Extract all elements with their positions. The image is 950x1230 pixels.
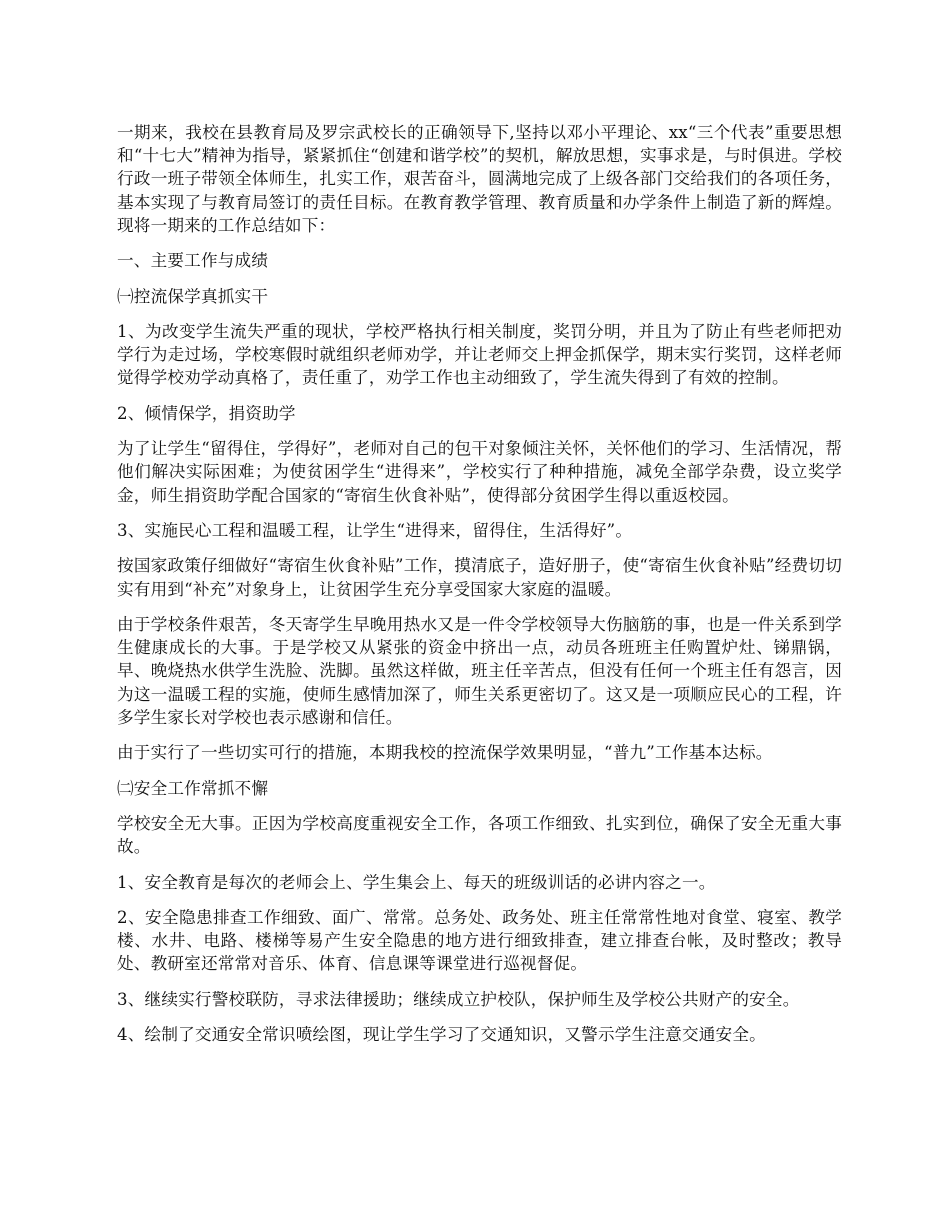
item-heading: 2、倾情保学，捐资助学	[117, 403, 296, 423]
body-paragraph: 1、为改变学生流失严重的现状，学校严格执行相关制度，奖罚分明，并且为了防止有些老师把劝学行为走过场，学校寒假时就组织老师劝学，并让老师交上押金抓保学，期末实行奖罚，这样老师觉得学校劝学动真格了，责任重了，劝学工作也主动细致了，学生流失得到了有效的控制。	[117, 321, 842, 388]
section-heading: 一、主要工作与成绩	[117, 251, 269, 271]
intro-paragraph: 一期来，我校在县教育局及罗宗武校长的正确领导下,坚持以邓小平理论、xx“三个代表”重要思想和“十七大”精神为指导，紧紧抓住“创建和谐学校”的契机，解放思想，实事求是，与时俱进。学校行政一班子带领全体师生，扎实工作，艰苦奋斗，圆满地完成了上级各部门交给我们的各项任务，基本实现了与教育局签订的责任目标。在教育教学管理、教育质量和办学条件上制造了新的辉煌。现将一期来的工作总结如下：	[117, 123, 842, 235]
list-item: 2、安全隐患排查工作细致、面广、常常。总务处、政务处、班主任常常性地对食堂、寝室、教学楼、水井、电路、楼梯等易产生安全隐患的地方进行细致排查，建立排查台帐，及时整改；教导处、教研室还常常对音乐、体育、信息课等课堂进行巡视督促。	[117, 907, 842, 974]
body-paragraph: 按国家政策仔细做好“寄宿生伙食补贴”工作，摸清底子，造好册子，使“寄宿生伙食补贴”经费切切实有用到“补充”对象身上，让贫困学生充分享受国家大家庭的温暖。	[117, 556, 842, 599]
subsection-heading: ㈠控流保学真抓实干	[117, 286, 269, 306]
body-paragraph: 由于学校条件艰苦，冬天寄学生早晚用热水又是一件令学校领导大伤脑筋的事，也是一件关系到学生健康成长的大事。于是学校又从紧张的资金中挤出一点，动员各班班主任购置炉灶、锑鼎锅，早、晚烧热水供学生洗脸、洗脚。虽然这样做，班主任辛苦点，但没有任何一个班主任有怨言，因为这一温暖工程的实施，使师生感情加深了，师生关系更密切了。这又是一项顺应民心的工程，许多学生家长对学校也表示感谢和信任。	[117, 614, 842, 727]
list-item: 1、安全教育是每次的老师会上、学生集会上、每天的班级训话的必讲内容之一。	[117, 872, 716, 892]
list-item: 4、绘制了交通安全常识喷绘图，现让学生学习了交通知识，又警示学生注意交通安全。	[117, 1025, 766, 1045]
item-heading: 3、实施民心工程和温暖工程，让学生“进得来，留得住，生活得好”。	[117, 520, 633, 540]
body-paragraph: 由于实行了一些切实可行的措施，本期我校的控流保学效果明显，“普九”工作基本达标。	[117, 743, 773, 763]
subsection-heading: ㈡安全工作常抓不懈	[117, 778, 269, 798]
body-paragraph: 为了让学生“留得住，学得好”，老师对自己的包干对象倾注关怀，关怀他们的学习、生活情况，帮他们解决实际困难；为使贫困学生“进得来”，学校实行了种种措施，减免全部学杂费，设立奖学金，师生捐资助学配合国家的“寄宿生伙食补贴”，使得部分贫困学生得以重返校园。	[117, 439, 842, 505]
document-body	[117, 121, 842, 1059]
body-paragraph: 学校安全无大事。正因为学校高度重视安全工作，各项工作细致、扎实到位，确保了安全无重大事故。	[117, 813, 842, 857]
list-item: 3、继续实行警校联防，寻求法律援助；继续成立护校队，保护师生及学校公共财产的安全。	[117, 989, 800, 1009]
